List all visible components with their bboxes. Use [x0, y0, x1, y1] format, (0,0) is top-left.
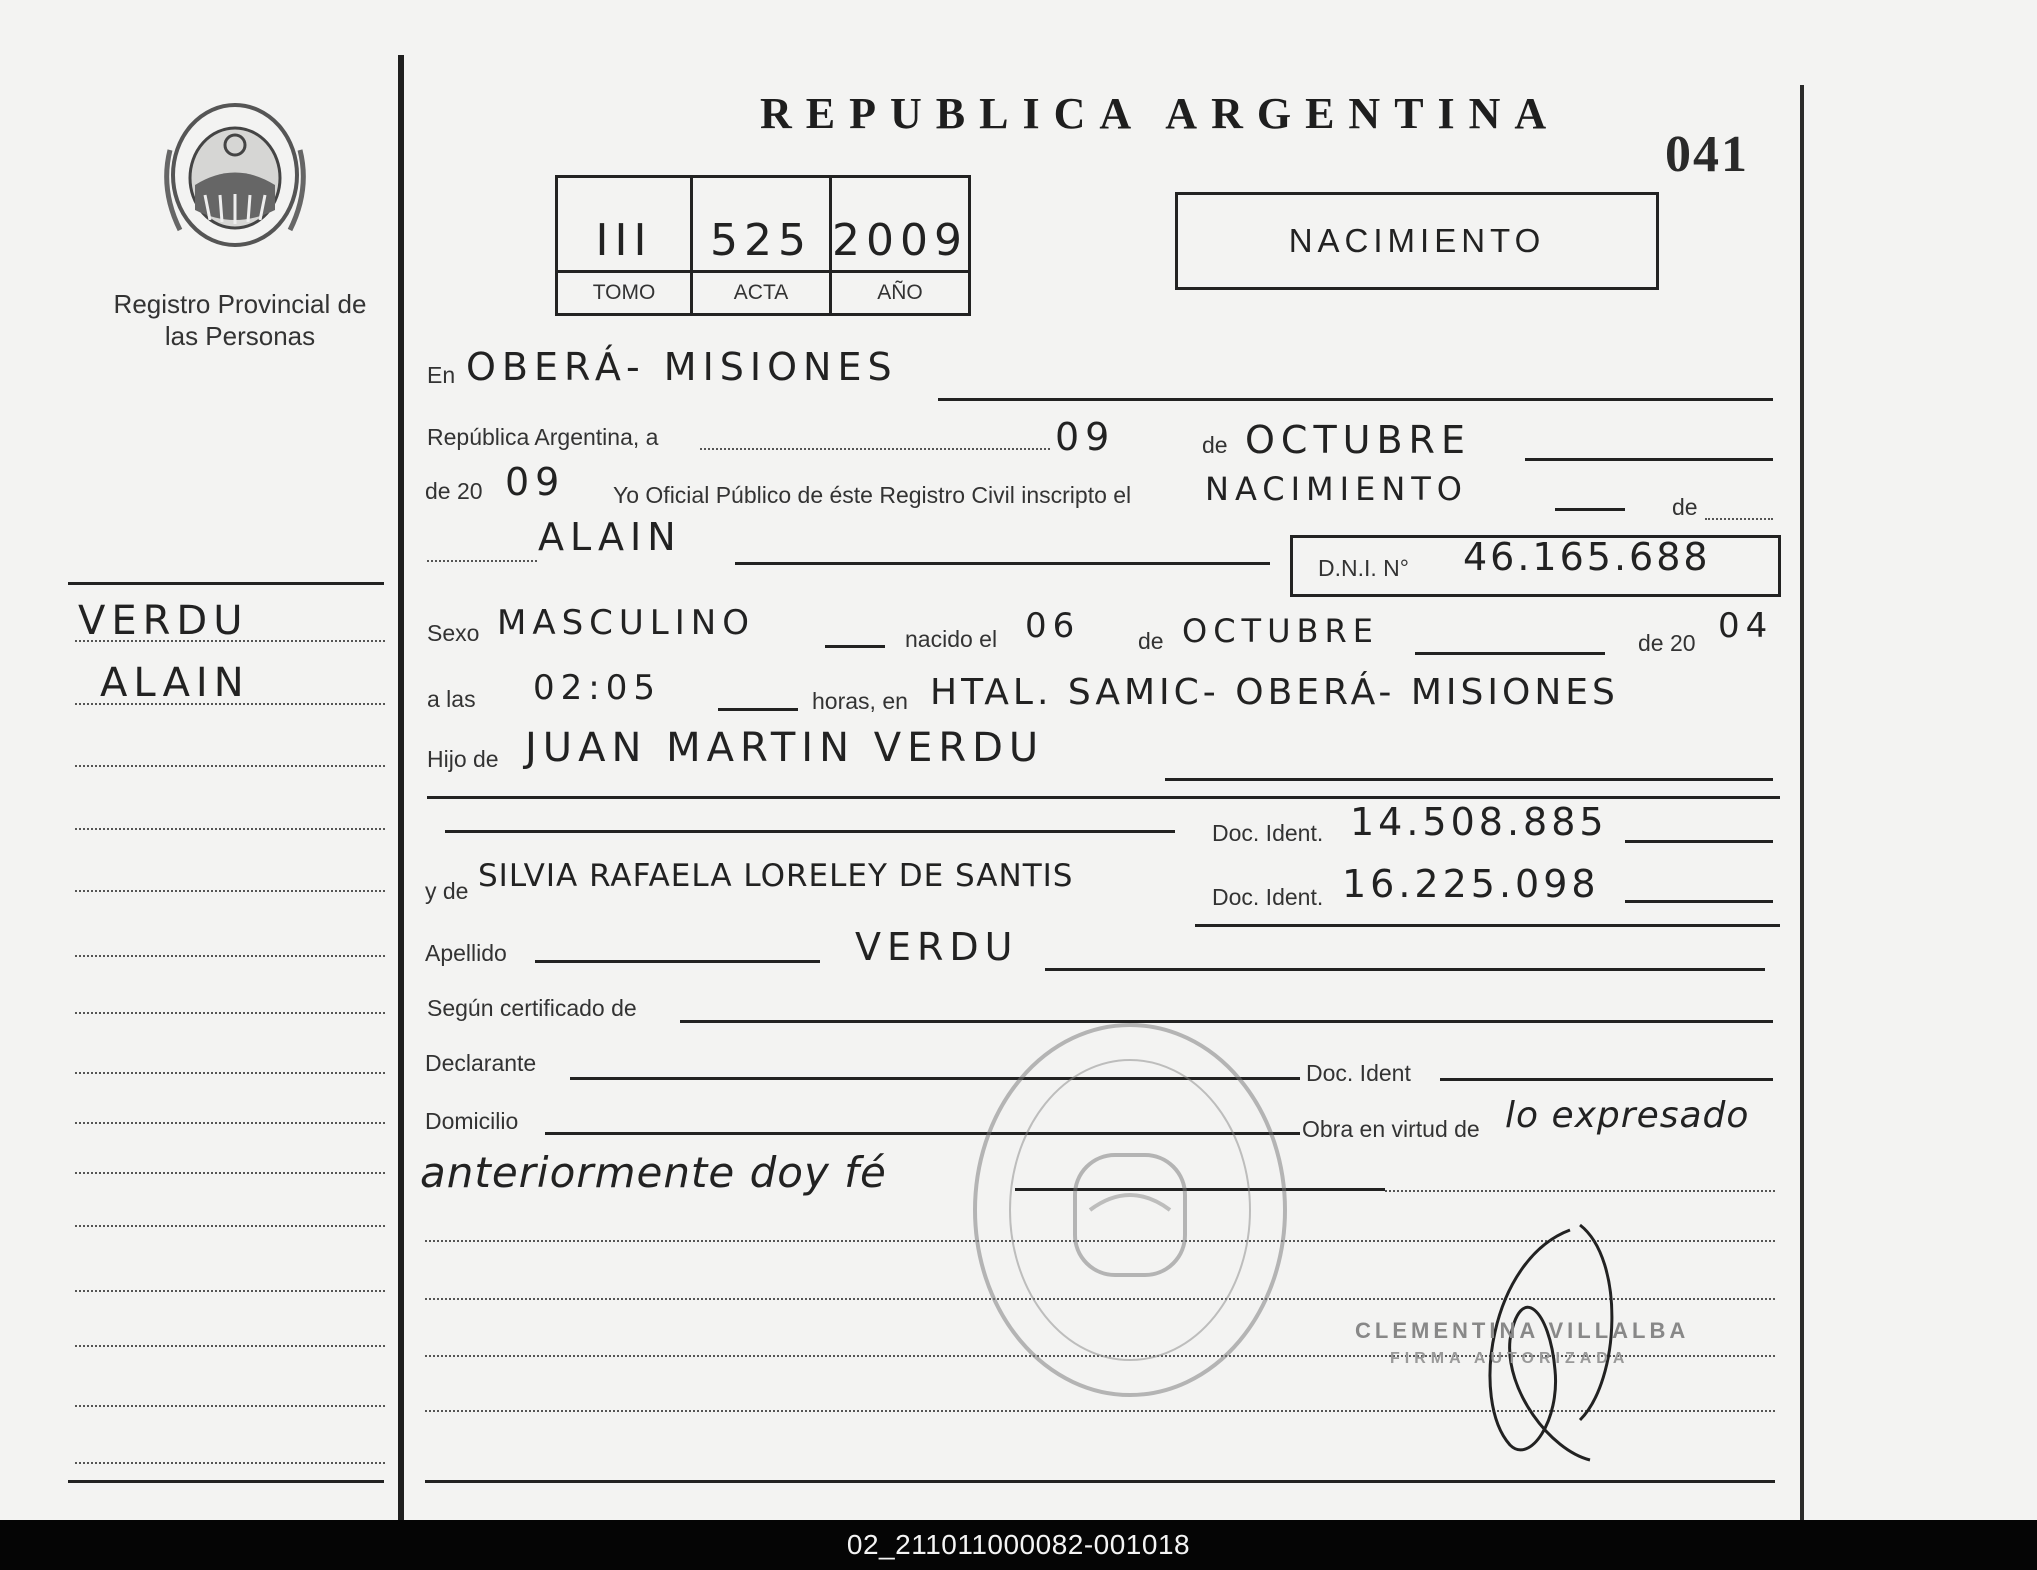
field-surname: VERDU — [855, 925, 1019, 969]
field-closing: anteriormente doy fé — [420, 1148, 887, 1197]
field-year: 09 — [505, 460, 566, 504]
field-name: ALAIN — [538, 515, 682, 559]
rule — [1625, 840, 1773, 843]
label-sexo: Sexo — [427, 620, 480, 646]
side-line — [75, 1290, 385, 1292]
label-domicilio: Domicilio — [425, 1108, 519, 1134]
left-divider-bottom — [68, 1480, 384, 1483]
rule — [1195, 924, 1780, 927]
label-y-de: y de — [425, 878, 469, 904]
document-type-box: NACIMIENTO — [1175, 192, 1659, 290]
label-de-3: de — [1138, 628, 1164, 654]
rule — [425, 1480, 1775, 1483]
column-divider — [398, 55, 404, 1520]
field-act: NACIMIENTO — [1205, 470, 1468, 508]
field-birth-day: 06 — [1025, 606, 1081, 646]
label-de-20b: de 20 — [1638, 630, 1696, 656]
rule — [1555, 508, 1625, 511]
label-doc-ident-3: Doc. Ident — [1306, 1060, 1411, 1086]
label-obra: Obra en virtud de — [1302, 1116, 1480, 1142]
rule — [445, 830, 1175, 833]
label-de-20: de 20 — [425, 478, 483, 504]
rule — [1045, 968, 1765, 971]
rule — [1415, 652, 1605, 655]
label-nacido: nacido el — [905, 626, 998, 652]
signature-caption: FIRMA AUTORIZADA — [1390, 1350, 1630, 1367]
field-sex: MASCULINO — [497, 603, 755, 643]
field-mother: SILVIA RAFAELA LORELEY DE SANTIS — [478, 858, 1074, 894]
left-divider-top — [68, 582, 384, 585]
field-dni: 46.165.688 — [1463, 535, 1711, 579]
side-line — [75, 955, 385, 957]
field-month: OCTUBRE — [1245, 418, 1471, 462]
anio-value: 2009 — [831, 177, 970, 272]
side-line — [75, 765, 385, 767]
reference-table — [555, 175, 971, 316]
field-mother-doc: 16.225.098 — [1342, 862, 1600, 906]
field-birth-month: OCTUBRE — [1182, 612, 1379, 650]
side-line — [75, 703, 385, 705]
side-line — [75, 1462, 385, 1464]
field-birth-year: 04 — [1718, 606, 1774, 646]
label-en: En — [427, 362, 456, 388]
label-de: de — [1202, 432, 1228, 458]
dots — [1385, 1190, 1775, 1192]
anio-label: AÑO — [831, 272, 970, 315]
rule — [1625, 900, 1773, 903]
side-line — [75, 1012, 385, 1014]
rule — [938, 398, 1773, 401]
rule — [718, 708, 798, 711]
label-a-las: a las — [427, 686, 476, 712]
side-line — [75, 890, 385, 892]
field-obra: lo expresado — [1505, 1095, 1750, 1136]
page-number: 041 — [1665, 126, 1749, 183]
side-line — [75, 1405, 385, 1407]
tomo-value: III — [557, 177, 692, 272]
rule — [427, 796, 1780, 799]
dots — [427, 560, 537, 562]
label-doc-ident-2: Doc. Ident. — [1212, 884, 1324, 910]
side-line — [75, 640, 385, 642]
label-de-2: de — [1672, 494, 1698, 520]
field-place: OBERÁ- MISIONES — [466, 345, 898, 389]
rule — [735, 562, 1270, 565]
field-hour: 02:05 — [533, 668, 661, 708]
label-dni: D.N.I. N° — [1318, 555, 1409, 581]
acta-label: ACTA — [692, 272, 831, 315]
side-line — [75, 1345, 385, 1347]
side-line — [75, 828, 385, 830]
label-segun: Según certificado de — [427, 995, 637, 1021]
registry-stamp-icon — [960, 1010, 1300, 1410]
provincial-seal-icon — [150, 90, 320, 260]
side-line — [75, 1072, 385, 1074]
field-birth-place: HTAL. SAMIC- OBERÁ- MISIONES — [930, 672, 1619, 713]
label-declarante: Declarante — [425, 1050, 537, 1076]
signature-name: CLEMENTINA VILLALBA — [1355, 1318, 1690, 1343]
rule — [1440, 1078, 1773, 1081]
field-day: 09 — [1055, 415, 1116, 459]
field-father: JUAN MARTIN VERDU — [525, 725, 1045, 771]
right-border — [1800, 85, 1804, 1520]
label-apellido: Apellido — [425, 940, 507, 966]
rule — [535, 960, 820, 963]
label-oficial: Yo Oficial Público de éste Registro Civil inscripto el — [613, 482, 1132, 508]
side-note-surname: VERDU — [78, 598, 249, 644]
field-father-doc: 14.508.885 — [1350, 800, 1608, 844]
rule — [1525, 458, 1773, 461]
issuer-name: Registro Provincial de las Personas — [113, 289, 367, 351]
side-line — [75, 1225, 385, 1227]
side-line — [75, 1172, 385, 1174]
rule — [825, 645, 885, 648]
acta-value: 525 — [692, 177, 831, 272]
side-note-given-name: ALAIN — [100, 660, 250, 706]
dots — [1705, 518, 1773, 520]
dots — [700, 448, 1050, 450]
rule — [1165, 778, 1773, 781]
label-hijo-de: Hijo de — [427, 746, 499, 772]
country-title: REPUBLICA ARGENTINA — [760, 89, 1561, 138]
label-doc-ident: Doc. Ident. — [1212, 820, 1324, 846]
side-line — [75, 1122, 385, 1124]
tomo-label: TOMO — [557, 272, 692, 315]
label-horas-en: horas, en — [812, 688, 908, 714]
scan-id-footer: 02_211011000082-001018 — [0, 1520, 2037, 1570]
label-republica: República Argentina, a — [427, 424, 659, 450]
